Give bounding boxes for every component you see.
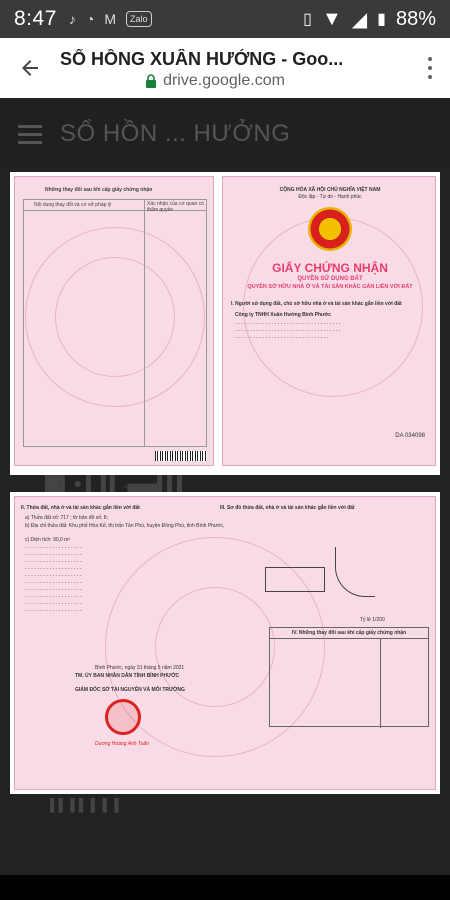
ghost-file-2: ▌▌ ▌▌ ▌ ▌ ▌ [50,798,123,812]
official-seal [105,699,141,735]
system-navigation-bar [0,875,450,900]
hamburger-menu-icon[interactable] [0,125,60,144]
sign-date: Bình Phước, ngày 31 tháng 5 năm 2021 [95,665,185,671]
vibrate-icon: ▯ [303,11,312,28]
parcel-diagram [265,567,325,592]
lock-icon [145,74,157,88]
address-line: b) Địa chỉ thửa đất: Khu phố Hòa Kế, thị trấn Tân Phú, huyện Đồng Phú, tỉnh Bình Phước, [25,523,225,529]
section-4-title: IV. Những thay đổi sau khi cấp giấy chứng nhận [291,630,407,636]
barcode [155,451,207,461]
back-button[interactable] [0,38,60,98]
dot-icon [428,66,432,70]
title-url-block [60,47,410,90]
document-page-2 [10,492,440,794]
dot-icon [428,75,432,79]
parcel-line: a) Thửa đất số: 717 ; tờ bản đồ số: 8; [25,515,108,521]
status-right [303,7,436,32]
section-3-title: III. Sơ đồ thửa đất, nhà ở và tài sản khác gắn liền với đất [220,505,355,511]
section-2-title: II. Thửa đất, nhà ở và tài sản khác gắn liền với đất [21,505,140,511]
changes-col1: Nội dung thay đổi và cơ sở pháp lý [34,202,112,208]
more-options-button[interactable] [410,38,450,98]
notification-icons [69,11,152,27]
document-page-1 [10,172,440,475]
zalo-icon: Zalo [126,11,152,27]
url-text: drive.google.com [163,71,285,89]
signer-name: Dương Hoàng Anh Tuấn [95,741,150,747]
owner-name: Công ty TNHH Xuân Hưởng Bình Phước [235,312,332,318]
right-page-pane: CỘNG HÒA XÃ HỘI CHỦ NGHĨA VIỆT NAM Độc lập - Tự do - Hạnh phúc GIẤY CHỨNG NHẬN QUYỀN SỬ DỤNG ĐẤT QUYỀN SỞ HỮU NHÀ Ở VÀ TÀI SẢN KHÁC GẮN LIỀN VỚI ĐẤT I. Người sử dụng đất, chủ sở hữu nhà ở và tài sản khác gắn liền với đất Công ty TNHH Xuân Hưởng Bình Phước - - - - - - - - - - - - - - - - - - - - - - - - - - - - - - - - - - - - - - - - - - - - - - - - - - - - - - - - - - - - - - - - - - - - - - - - - - - - - - - - - - - - - - - - - - - - - - - - - - - - - DA 034098 [222,176,436,466]
ghost-file-1: ▐█▌ ● ▌▐ ▌ .▄▄▄▌▌▌ [40,475,187,491]
page-title: SỔ HỒNG XUÂN HƯỞNG - Goo... [60,48,344,69]
wifi-icon: ▼ [321,7,342,30]
serial-number: DA 034098 [395,433,425,439]
diagram-scale: Tỷ lệ 1/200 [360,617,385,623]
url-line [60,72,410,90]
certificate-sub1: QUYỀN SỬ DỤNG ĐẤT [297,276,363,282]
changes-col2: Xác nhận của cơ quan có thẩm quyền [147,201,204,213]
country-name: CỘNG HÒA XÃ HỘI CHỦ NGHĨA VIỆT NAM [279,187,381,193]
drive-header [0,98,450,170]
owner-header: I. Người sử dụng đất, chủ sở hữu nhà ở và tài sản khác gắn liền với đất [231,301,402,307]
gmail-icon: M [104,11,117,27]
authority: TM. ỦY BAN NHÂN DÂN TỈNH BÌNH PHƯỚC [75,673,180,679]
national-emblem [308,207,352,251]
page2-pane: II. Thửa đất, nhà ở và tài sản khác gắn liền với đất a) Thửa đất số: 717 ; tờ bản đồ số: 8; b) Địa chỉ thửa đất: Khu phố Hòa Kế, thị trấn Tân Phú, huyện Đồng Phú, tỉnh Bình Phước, c) Diện tích: 90,0 m² - - - - - - - - - - - - - - - - - - - - - - - - - - - - - - - - - - - - - - - - - - - - - - - - - - - - - - - - - - - - - - - - - - - - - - - - - - - - - - - - - - - - - - - - - - - - - - - - - - - - - - - - - - - - - - - - - - - - - - - - - - - - - - - - - - - - - - - - - - - - - - - - - - - - - - - - - - - - - - - - - - - - - - - - - - - - - - - - - - - - - - - - - - - - - - III. Sơ đồ thửa đất, nhà ở và tài sản khác gắn liền với đất Tỷ lệ 1/200 IV. Những thay đổi sau khi cấp giấy chứng nhận Bình Phước, ngày 31 tháng 5 năm 2021 TM. ỦY BAN NHÂN DÂN TỈNH BÌNH PHƯỚC GIÁM ĐỐC SỞ TÀI NGUYÊN VÀ MÔI TRƯỜNG Dương Hoàng Anh Tuấn [14,496,436,790]
certificate-title: GIẤY CHỨNG NHẬN [272,261,388,275]
browser-toolbar [0,38,450,98]
messenger-icon: ◔ [85,11,95,27]
arrow-left-icon [18,56,42,80]
document-viewer[interactable] [0,170,450,875]
dot-icon [428,57,432,61]
signal-icon: ◢ [351,8,368,31]
status-bar [0,0,450,38]
drive-file-title: SỔ HỒN ... HƯỞNG [60,120,291,147]
battery-percent: 88% [395,7,436,30]
tiktok-icon: ♪ [68,11,76,27]
road-curve [335,547,375,597]
country-motto: Độc lập - Tự do - Hạnh phúc [298,194,362,200]
changes-table [23,199,207,447]
status-time: 8:47 [14,7,57,30]
changes-header: Những thay đổi sau khi cấp giấy chứng nhận [45,187,153,193]
director-title: GIÁM ĐỐC SỞ TÀI NGUYÊN VÀ MÔI TRƯỜNG [75,687,185,693]
battery-icon: ▮ [377,11,386,28]
area-line: c) Diện tích: 90,0 m² [25,537,71,543]
changes-table-2 [269,627,429,727]
left-page-pane [14,176,214,466]
certificate-sub2: QUYỀN SỞ HỮU NHÀ Ở VÀ TÀI SẢN KHÁC GẮN LIỀN VỚI ĐẤT [247,284,413,290]
